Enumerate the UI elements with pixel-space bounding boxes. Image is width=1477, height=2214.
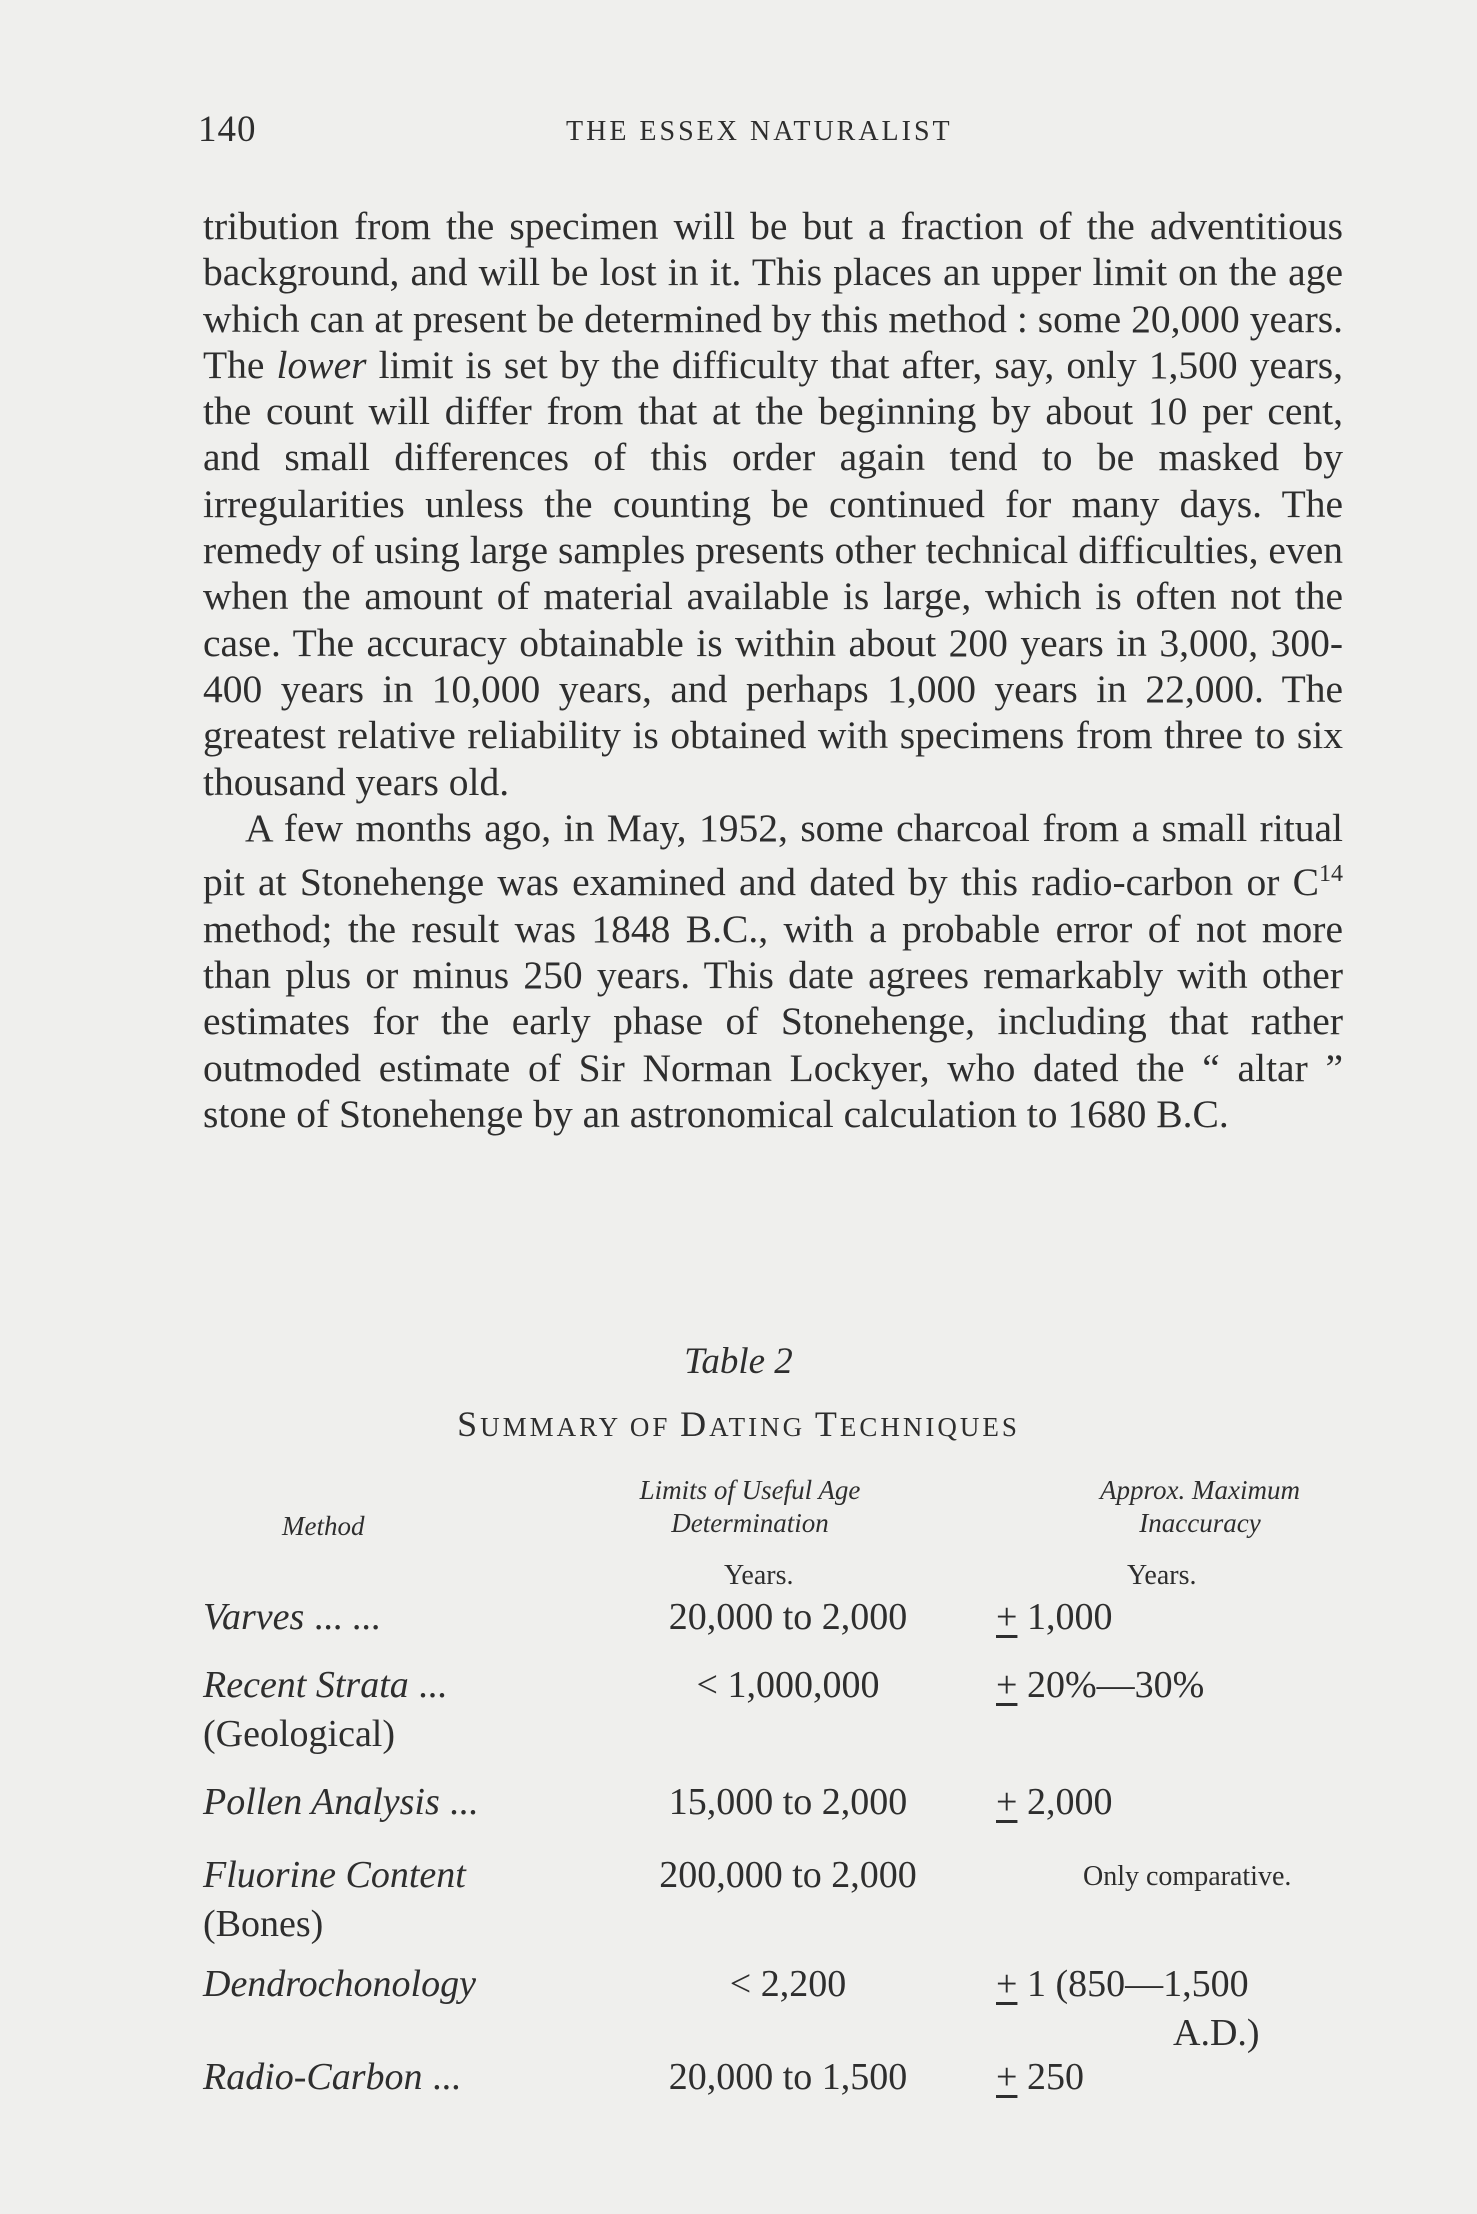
method-name: Varves <box>203 1596 305 1638</box>
method-subtitle: (Geological) <box>203 1713 396 1755</box>
inaccuracy-cell <box>996 1595 1112 1639</box>
table-row <box>203 1595 1353 1655</box>
column-header-limits-line2: Determination <box>671 1508 829 1538</box>
method-name: Pollen Analysis <box>203 1781 440 1823</box>
body-text <box>203 203 1343 1137</box>
plus-minus-sign: + <box>996 1963 1018 2005</box>
emphasis-lower: lower <box>276 342 367 387</box>
unit-inaccuracy: Years. <box>1127 1560 1197 1591</box>
running-head <box>198 108 1348 158</box>
table-row <box>203 1853 1353 1945</box>
plus-minus-sign: + <box>996 1664 1018 1706</box>
inaccuracy-value: 2,000 <box>1017 1781 1113 1823</box>
table-row <box>203 1663 1353 1755</box>
method-name: Recent Strata <box>203 1664 409 1706</box>
inaccuracy-cell <box>996 1962 1249 2006</box>
method-cell <box>203 1853 466 1897</box>
table-caption: Table 2 <box>684 1341 793 1382</box>
title-part: T <box>814 1404 840 1444</box>
method-name: Radio-Carbon <box>203 2056 423 2098</box>
paragraph-2-text-b: method; the result was 1848 B.C., with a probable error of not more than plus or minus 250 years. This date agrees remarkably with other estimates for the early phase of Stonehenge, including that rather outmoded estimate of Sir Norman Lockyer, who dated the “ altar ” stone of Stonehenge by an astronomical calculation to 1680 B.C. <box>203 906 1343 1136</box>
inaccuracy-value: 1,000 <box>1017 1596 1113 1638</box>
plus-minus-sign: + <box>996 2056 1018 2098</box>
inaccuracy-value: 1 (850—1,500 <box>1017 1963 1249 2005</box>
leader-dots: ... ... <box>304 1596 381 1638</box>
method-name: Fluorine Content <box>203 1854 466 1896</box>
inaccuracy-cell <box>996 2055 1084 2099</box>
paragraph-2-text-a: A few months ago, in May, 1952, some charcoal from a small ritual pit at Stonehenge was examined and dated by this radio-carbon or C <box>203 805 1343 905</box>
method-subtitle: (Bones) <box>203 1903 324 1945</box>
column-header-inaccuracy-line2: Inaccuracy <box>1139 1508 1261 1538</box>
paragraph-2 <box>203 805 1343 1137</box>
title-part: D <box>680 1404 710 1444</box>
table-row <box>203 1780 1353 1840</box>
inaccuracy-value: 20%—30% <box>1017 1664 1205 1706</box>
inaccuracy-continuation: A.D.) <box>1173 2012 1260 2054</box>
limits-cell: 20,000 to 1,500 <box>668 2056 908 2098</box>
inaccuracy-value: 250 <box>1017 2056 1084 2098</box>
method-name: Dendrochonology <box>203 1963 476 2005</box>
leader-dots: ... <box>422 2056 461 2098</box>
plus-minus-sign: + <box>996 1781 1018 1823</box>
leader-dots: ... <box>408 1664 447 1706</box>
paragraph-1-text-b: limit is set by the difficulty that after, say, only 1,500 years, the count will differ from that at the beginning by about 10 per cent, and small differences of this order again tend to be masked by irregularities unless the counting be continued for many days. The remedy of using large samples presents other technical difficulties, even when the amount of material available is large, which is often not the case. The accuracy obtainable is within about 200 years in 3,000, 300-400 years in 10,000 years, and perhaps 1,000 years in 22,000. The greatest relative reliability is obtained with specimens from three to six thousand years old. <box>203 342 1343 804</box>
method-cell <box>203 1780 478 1824</box>
superscript-14: 14 <box>1319 861 1343 888</box>
column-header-limits-line1: Limits of Useful Age <box>639 1475 861 1505</box>
method-cell <box>203 1663 447 1707</box>
limits-cell: < 1,000,000 <box>696 1664 880 1706</box>
page-number: 140 <box>198 109 257 150</box>
title-part: ECHNIQUES <box>839 1412 1020 1442</box>
method-cell <box>203 2055 461 2099</box>
inaccuracy-cell: Only comparative. <box>1083 1861 1292 1892</box>
table-row <box>203 1962 1353 2054</box>
journal-title: THE ESSEX NATURALIST <box>566 116 953 147</box>
method-cell <box>203 1595 380 1639</box>
paragraph-1 <box>203 203 1343 805</box>
method-cell <box>203 1962 476 2006</box>
table-title <box>0 1403 1477 1445</box>
limits-cell: 200,000 to 2,000 <box>659 1854 917 1896</box>
column-header-method: Method <box>282 1511 365 1541</box>
title-part: UMMARY OF <box>480 1412 681 1442</box>
unit-limits: Years. <box>724 1560 794 1591</box>
column-header-limits <box>560 1474 940 1540</box>
title-part: ATING <box>709 1412 815 1442</box>
inaccuracy-cell <box>996 1663 1204 1707</box>
limits-cell: < 2,200 <box>729 1963 847 2005</box>
plus-minus-sign: + <box>996 1596 1018 1638</box>
limits-cell: 20,000 to 2,000 <box>668 1596 908 1638</box>
leader-dots: ... <box>439 1781 478 1823</box>
table-row <box>203 2055 1353 2115</box>
inaccuracy-cell <box>996 1780 1112 1824</box>
paragraph-1-text-a: tribution from the specimen will be but a fraction of the adventitious background, and will be lost in it. This places an upper limit on the age which can at present be determined by this method : some 20,000 years. The <box>203 204 1343 387</box>
column-header-inaccuracy <box>1010 1474 1390 1540</box>
column-header-inaccuracy-line1: Approx. Maximum <box>1100 1475 1300 1505</box>
limits-cell: 15,000 to 2,000 <box>668 1781 908 1823</box>
title-part: S <box>457 1404 481 1444</box>
